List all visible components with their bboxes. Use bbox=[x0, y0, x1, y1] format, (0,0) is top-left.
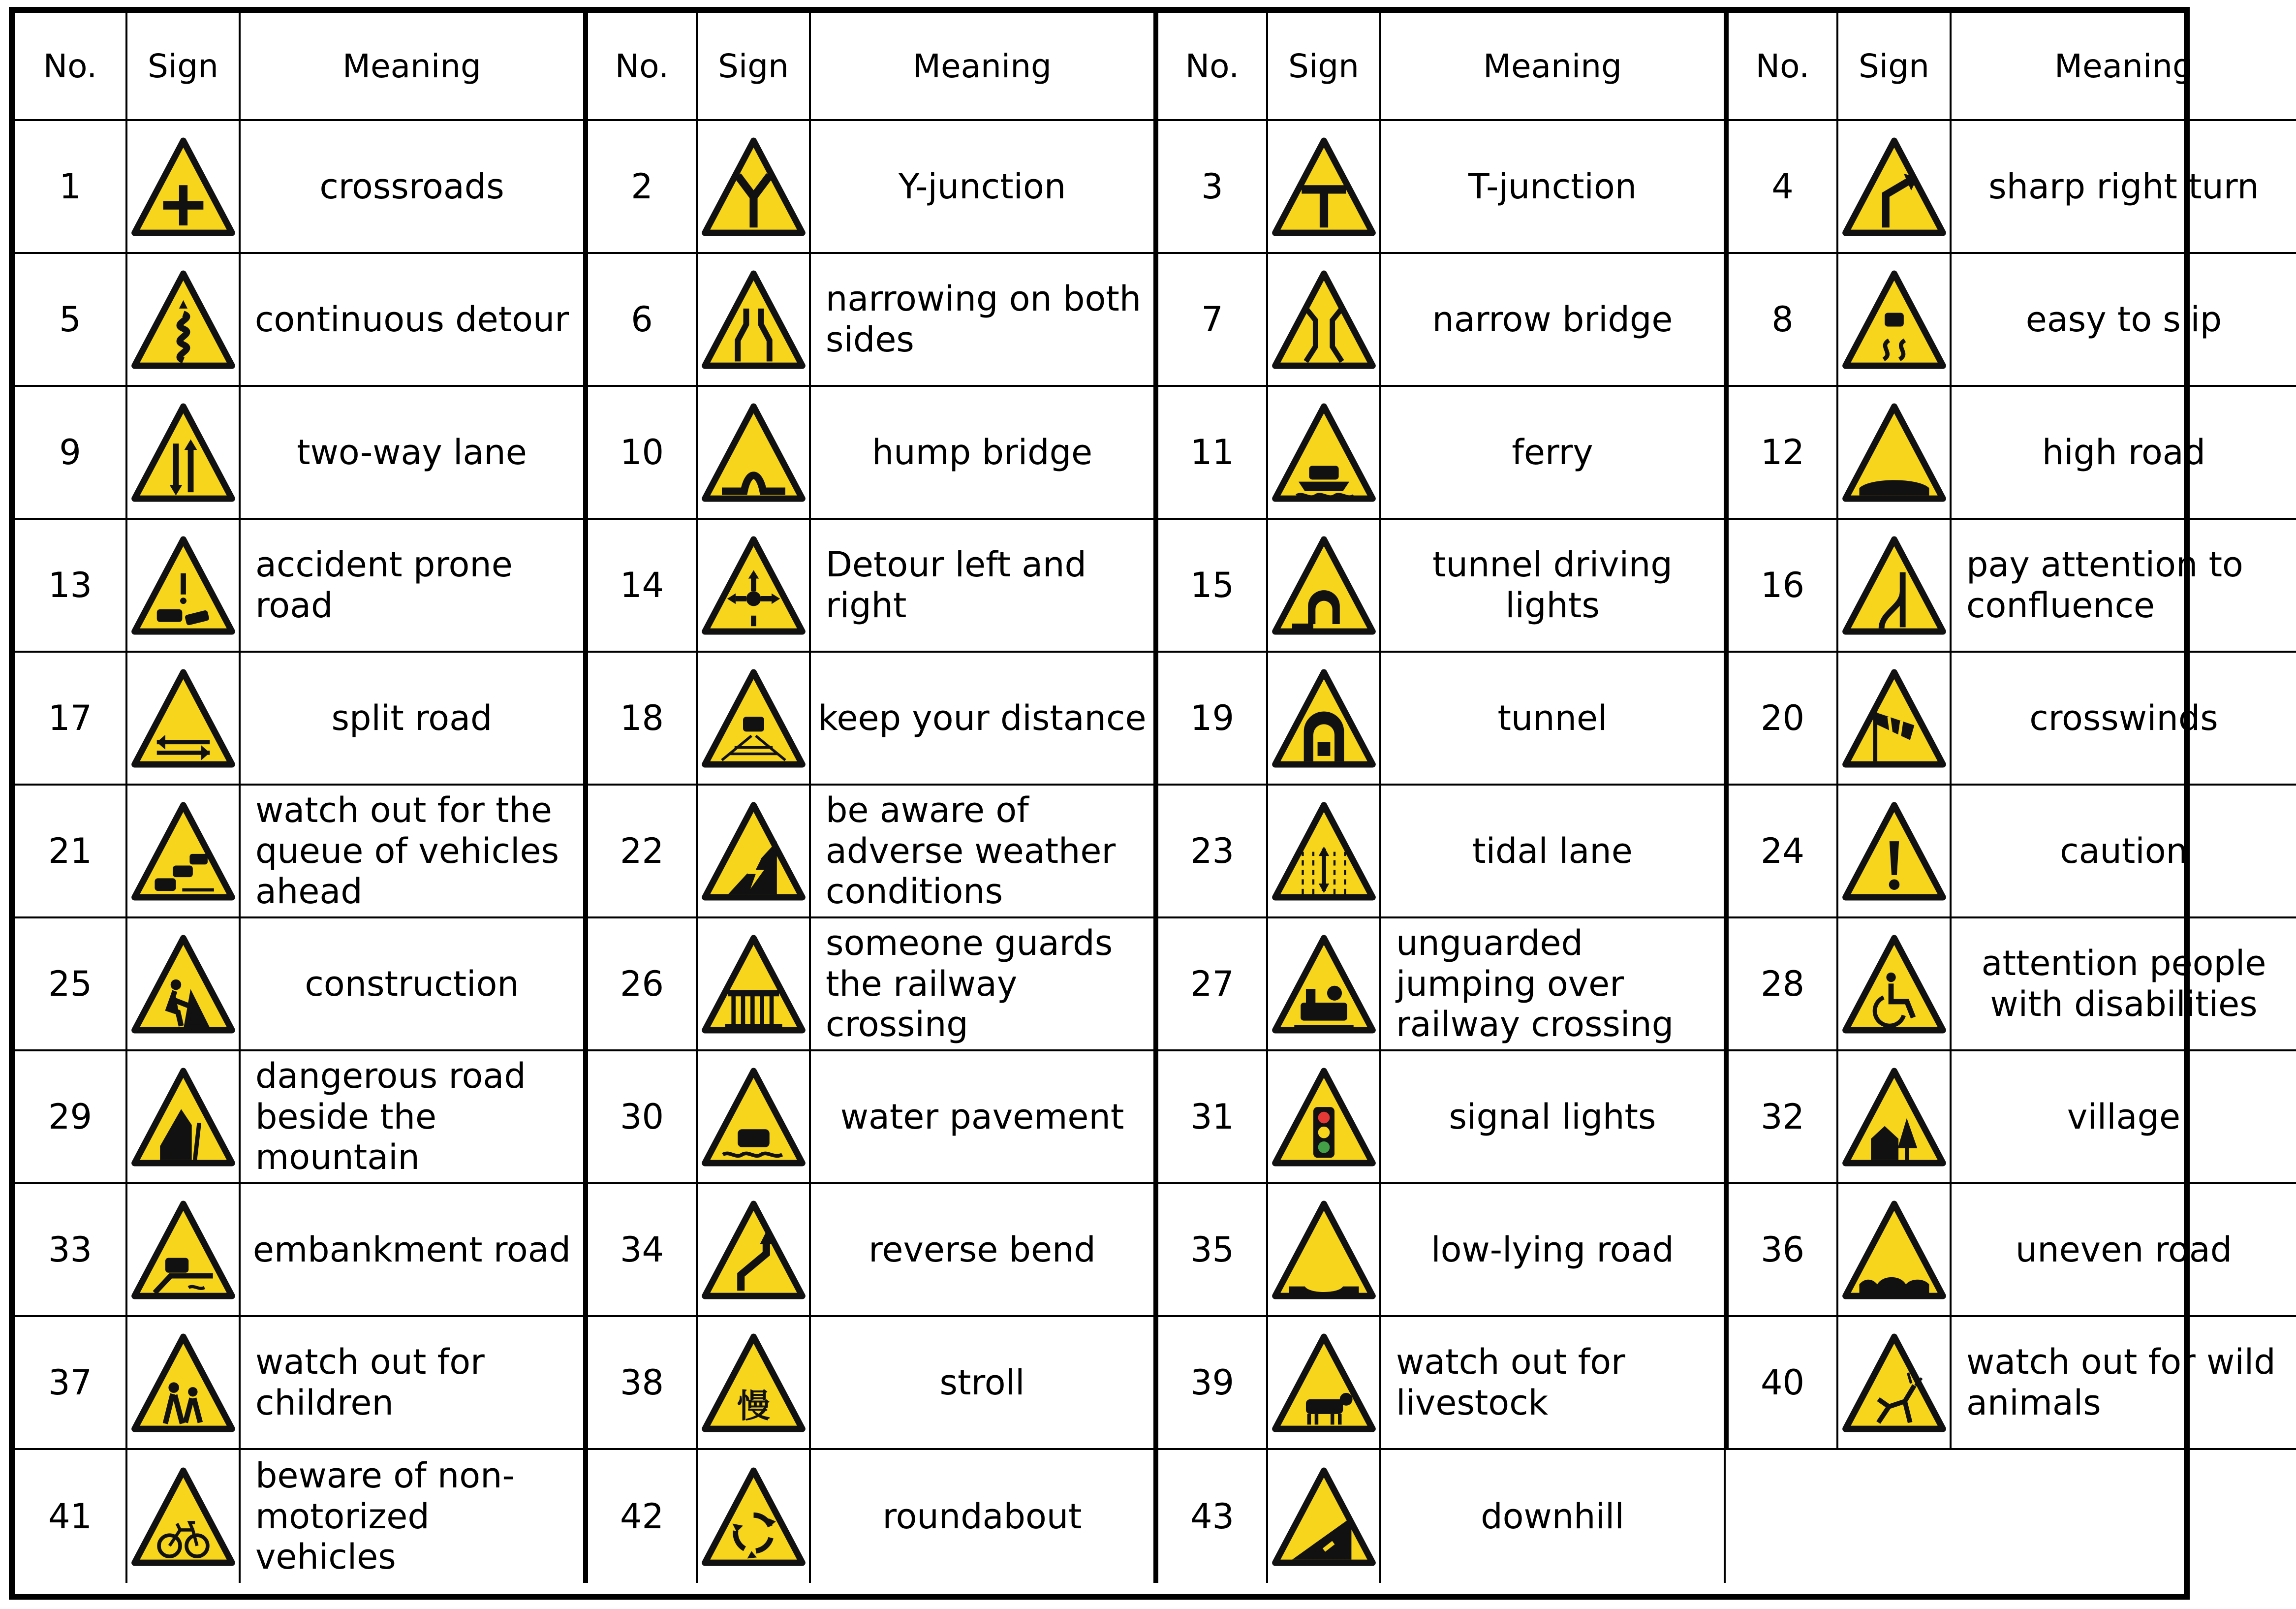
sign-image-cell bbox=[1838, 1051, 1952, 1184]
sign-image-cell bbox=[127, 1051, 241, 1184]
split-road-icon bbox=[130, 668, 236, 769]
reverse-bend-icon bbox=[701, 1199, 807, 1300]
sign-image-cell bbox=[1268, 254, 1381, 387]
sign-image-cell bbox=[698, 1317, 811, 1450]
sign-image-cell bbox=[698, 1051, 811, 1184]
adverse-weather-icon bbox=[701, 801, 807, 902]
sign-image-cell bbox=[127, 254, 241, 387]
sign-image-cell bbox=[1838, 1317, 1952, 1450]
sign-number: 35 bbox=[1155, 1184, 1268, 1317]
sign-image-cell bbox=[698, 1450, 811, 1583]
sign-number: 6 bbox=[585, 254, 698, 387]
water-pavement-icon bbox=[701, 1067, 807, 1167]
sign-image-cell bbox=[1268, 520, 1381, 653]
sign-image-cell bbox=[127, 1184, 241, 1317]
sign-triangle bbox=[134, 1470, 232, 1562]
confluence-icon bbox=[1841, 535, 1947, 636]
sign-number: 10 bbox=[585, 387, 698, 520]
sign-image-cell bbox=[1268, 918, 1381, 1051]
sign-meaning: embankment road bbox=[241, 1184, 585, 1317]
sign-image-cell bbox=[698, 1184, 811, 1317]
sign-number: 18 bbox=[585, 653, 698, 786]
sign-number: 40 bbox=[1726, 1317, 1838, 1450]
sign-meaning: hump bridge bbox=[811, 387, 1155, 520]
disabled-people-icon bbox=[1841, 934, 1947, 1035]
sign-meaning: narrowing on both sides bbox=[811, 254, 1155, 387]
continuous-detour-icon bbox=[130, 269, 236, 370]
sign-triangle bbox=[1845, 1336, 1943, 1428]
sign-image-cell bbox=[127, 786, 241, 918]
sign-image-cell bbox=[1268, 1184, 1381, 1317]
sign-image-cell bbox=[698, 653, 811, 786]
sign-number: 22 bbox=[585, 786, 698, 918]
sign-triangle bbox=[134, 672, 232, 764]
sign-number: 2 bbox=[585, 121, 698, 254]
sign-image-cell bbox=[1838, 254, 1952, 387]
header-sign: Sign bbox=[127, 13, 241, 121]
sign-meaning: narrow bridge bbox=[1381, 254, 1726, 387]
sign-meaning: downhill bbox=[1381, 1450, 1726, 1583]
sign-pictogram bbox=[725, 993, 782, 1027]
sign-number: 37 bbox=[15, 1317, 127, 1450]
sign-meaning: keep your distance bbox=[811, 653, 1155, 786]
vehicle-queue-icon bbox=[130, 801, 236, 902]
slippery-road-icon bbox=[1841, 269, 1947, 370]
header-meaning: Meaning bbox=[1952, 13, 2296, 121]
children-icon bbox=[130, 1332, 236, 1433]
sign-meaning: accident prone road bbox=[241, 520, 585, 653]
sign-triangle bbox=[705, 1203, 802, 1295]
sign-image-cell bbox=[1838, 653, 1952, 786]
sign-number: 5 bbox=[15, 254, 127, 387]
sign-meaning: watch out for the queue of vehicles ahead bbox=[241, 786, 585, 918]
sign-meaning: tunnel driving lights bbox=[1381, 520, 1726, 653]
sign-number: 27 bbox=[1155, 918, 1268, 1051]
tunnel-lights-icon bbox=[1271, 535, 1377, 636]
sign-image-cell bbox=[698, 387, 811, 520]
y-junction-icon bbox=[701, 136, 807, 237]
sign-image-cell bbox=[698, 254, 811, 387]
sign-number: 17 bbox=[15, 653, 127, 786]
sign-number: 24 bbox=[1726, 786, 1838, 918]
crossroads-icon bbox=[130, 136, 236, 237]
sign-meaning: easy to slip bbox=[1952, 254, 2296, 387]
sign-triangle bbox=[1275, 273, 1372, 365]
sign-meaning: dangerous road beside the mountain bbox=[241, 1051, 585, 1184]
empty-cell bbox=[1726, 1450, 2296, 1583]
sign-meaning: uneven road bbox=[1952, 1184, 2296, 1317]
sign-triangle bbox=[1845, 539, 1943, 631]
unguarded-railway-icon bbox=[1271, 934, 1377, 1035]
sign-meaning: caution bbox=[1952, 786, 2296, 918]
sign-number: 31 bbox=[1155, 1051, 1268, 1184]
sign-meaning: tidal lane bbox=[1381, 786, 1726, 918]
sign-image-cell bbox=[1838, 121, 1952, 254]
sign-number: 25 bbox=[15, 918, 127, 1051]
sign-meaning: split road bbox=[241, 653, 585, 786]
header-sign: Sign bbox=[1268, 13, 1381, 121]
low-lying-road-icon bbox=[1271, 1199, 1377, 1300]
sign-pictogram bbox=[737, 1387, 770, 1425]
sign-meaning: watch out for livestock bbox=[1381, 1317, 1726, 1450]
sign-image-cell bbox=[127, 1317, 241, 1450]
sign-meaning: sharp right turn bbox=[1952, 121, 2296, 254]
sign-number: 11 bbox=[1155, 387, 1268, 520]
sign-meaning: be aware of adverse weather conditions bbox=[811, 786, 1155, 918]
svg-text:慢: 慢 bbox=[737, 1386, 770, 1425]
sign-meaning: village bbox=[1952, 1051, 2296, 1184]
embankment-road-icon bbox=[130, 1199, 236, 1300]
sign-meaning: continuous detour bbox=[241, 254, 585, 387]
sign-meaning: roundabout bbox=[811, 1450, 1155, 1583]
narrowing-both-sides-icon bbox=[701, 269, 807, 370]
construction-icon bbox=[130, 934, 236, 1035]
livestock-icon bbox=[1271, 1332, 1377, 1433]
high-road-icon bbox=[1841, 402, 1947, 503]
sign-meaning: tunnel bbox=[1381, 653, 1726, 786]
tidal-lane-icon bbox=[1271, 801, 1377, 902]
sign-image-cell bbox=[1268, 1317, 1381, 1450]
sign-number: 28 bbox=[1726, 918, 1838, 1051]
sign-triangle bbox=[1845, 938, 1943, 1030]
sign-meaning: construction bbox=[241, 918, 585, 1051]
traffic-sign-table bbox=[9, 7, 2276, 1600]
bicycle-icon bbox=[130, 1466, 236, 1567]
sign-image-cell bbox=[1268, 786, 1381, 918]
sign-number: 3 bbox=[1155, 121, 1268, 254]
sign-meaning: signal lights bbox=[1381, 1051, 1726, 1184]
sign-number: 19 bbox=[1155, 653, 1268, 786]
sign-image-cell bbox=[698, 121, 811, 254]
sign-number: 23 bbox=[1155, 786, 1268, 918]
sign-number: 9 bbox=[15, 387, 127, 520]
sign-image-cell bbox=[1268, 1051, 1381, 1184]
sign-triangle bbox=[134, 1203, 232, 1295]
sign-number: 12 bbox=[1726, 387, 1838, 520]
sign-meaning: unguarded jumping over railway crossing bbox=[1381, 918, 1726, 1051]
caution-icon bbox=[1841, 801, 1947, 902]
sign-image-cell bbox=[1268, 387, 1381, 520]
sign-meaning: reverse bend bbox=[811, 1184, 1155, 1317]
sign-triangle bbox=[705, 1071, 802, 1163]
sign-triangle bbox=[705, 273, 802, 365]
sign-number: 30 bbox=[585, 1051, 698, 1184]
sign-meaning: crossroads bbox=[241, 121, 585, 254]
sign-triangle bbox=[1275, 1336, 1372, 1428]
roundabout-icon bbox=[701, 1466, 807, 1567]
sign-number: 8 bbox=[1726, 254, 1838, 387]
sign-number: 29 bbox=[15, 1051, 127, 1184]
slow-icon bbox=[701, 1332, 807, 1433]
sign-pictogram bbox=[1859, 1277, 1929, 1294]
sign-number: 38 bbox=[585, 1317, 698, 1450]
sign-image-cell bbox=[698, 786, 811, 918]
sign-image-cell bbox=[1838, 520, 1952, 653]
sign-image-cell bbox=[127, 121, 241, 254]
sign-meaning: water pavement bbox=[811, 1051, 1155, 1184]
sign-pictogram bbox=[1313, 1107, 1334, 1158]
sign-meaning: ferry bbox=[1381, 387, 1726, 520]
sign-triangle bbox=[134, 938, 232, 1030]
sign-number: 4 bbox=[1726, 121, 1838, 254]
sign-image-cell bbox=[698, 918, 811, 1051]
sign-triangle bbox=[1845, 672, 1943, 764]
crosswinds-icon bbox=[1841, 668, 1947, 769]
detour-left-right-icon bbox=[701, 535, 807, 636]
ferry-icon bbox=[1271, 402, 1377, 503]
sign-number: 41 bbox=[15, 1450, 127, 1583]
sign-image-cell bbox=[127, 918, 241, 1051]
wild-animals-icon bbox=[1841, 1332, 1947, 1433]
sign-image-cell bbox=[1838, 1184, 1952, 1317]
sign-image-cell bbox=[1268, 653, 1381, 786]
sign-meaning: stroll bbox=[811, 1317, 1155, 1450]
sign-meaning: beware of non-motorized vehicles bbox=[241, 1450, 585, 1583]
sign-number: 14 bbox=[585, 520, 698, 653]
sign-image-cell bbox=[127, 387, 241, 520]
header-meaning: Meaning bbox=[241, 13, 585, 121]
village-icon bbox=[1841, 1067, 1947, 1167]
hump-bridge-icon bbox=[701, 402, 807, 503]
mountain-road-icon bbox=[130, 1067, 236, 1167]
sign-image-cell bbox=[1838, 918, 1952, 1051]
signal-lights-icon bbox=[1271, 1067, 1377, 1167]
sign-image-cell bbox=[127, 1450, 241, 1583]
sign-number: 33 bbox=[15, 1184, 127, 1317]
sharp-right-turn-icon bbox=[1841, 136, 1947, 237]
sign-image-cell bbox=[1268, 121, 1381, 254]
sign-image-cell bbox=[1838, 786, 1952, 918]
sign-image-cell bbox=[698, 520, 811, 653]
two-way-lane-icon bbox=[130, 402, 236, 503]
sign-image-cell bbox=[127, 653, 241, 786]
sign-meaning: attention people with disabilities bbox=[1952, 918, 2296, 1051]
sign-image-cell bbox=[1838, 387, 1952, 520]
accident-prone-icon bbox=[130, 535, 236, 636]
sign-number: 15 bbox=[1155, 520, 1268, 653]
sign-number: 1 bbox=[15, 121, 127, 254]
sign-meaning: watch out for children bbox=[241, 1317, 585, 1450]
sign-meaning: high road bbox=[1952, 387, 2296, 520]
sign-meaning: Detour left and right bbox=[811, 520, 1155, 653]
header-no: No. bbox=[1155, 13, 1268, 121]
sign-number: 32 bbox=[1726, 1051, 1838, 1184]
header-sign: Sign bbox=[1838, 13, 1952, 121]
sign-number: 26 bbox=[585, 918, 698, 1051]
sign-number: 21 bbox=[15, 786, 127, 918]
sign-number: 20 bbox=[1726, 653, 1838, 786]
header-no: No. bbox=[1726, 13, 1838, 121]
downhill-icon bbox=[1271, 1466, 1377, 1567]
sign-image-cell bbox=[127, 520, 241, 653]
sign-meaning: two-way lane bbox=[241, 387, 585, 520]
sign-meaning: watch out for wild animals bbox=[1952, 1317, 2296, 1450]
sign-meaning: pay attention to confluence bbox=[1952, 520, 2296, 653]
sign-meaning: crosswinds bbox=[1952, 653, 2296, 786]
header-meaning: Meaning bbox=[1381, 13, 1726, 121]
sign-image-cell bbox=[1268, 1450, 1381, 1583]
narrow-bridge-icon bbox=[1271, 269, 1377, 370]
guarded-railway-icon bbox=[701, 934, 807, 1035]
t-junction-icon bbox=[1271, 136, 1377, 237]
sign-triangle bbox=[1275, 1203, 1372, 1295]
sign-triangle bbox=[134, 805, 232, 897]
uneven-road-icon bbox=[1841, 1199, 1947, 1300]
sign-meaning: low-lying road bbox=[1381, 1184, 1726, 1317]
sign-meaning: Y-junction bbox=[811, 121, 1155, 254]
sign-triangle bbox=[134, 1336, 232, 1428]
sign-number: 39 bbox=[1155, 1317, 1268, 1450]
sign-number: 42 bbox=[585, 1450, 698, 1583]
sign-meaning: someone guards the railway crossing bbox=[811, 918, 1155, 1051]
sign-triangle bbox=[134, 406, 232, 498]
sign-pictogram bbox=[1303, 711, 1344, 761]
sign-number: 43 bbox=[1155, 1450, 1268, 1583]
sign-number: 34 bbox=[585, 1184, 698, 1317]
tunnel-icon bbox=[1271, 668, 1377, 769]
sign-number: 7 bbox=[1155, 254, 1268, 387]
sign-number: 13 bbox=[15, 520, 127, 653]
keep-distance-icon bbox=[701, 668, 807, 769]
sign-triangle bbox=[705, 406, 802, 498]
header-no: No. bbox=[585, 13, 698, 121]
sign-number: 16 bbox=[1726, 520, 1838, 653]
sign-meaning: T-junction bbox=[1381, 121, 1726, 254]
header-meaning: Meaning bbox=[811, 13, 1155, 121]
header-no: No. bbox=[15, 13, 127, 121]
header-sign: Sign bbox=[698, 13, 811, 121]
sign-number: 36 bbox=[1726, 1184, 1838, 1317]
